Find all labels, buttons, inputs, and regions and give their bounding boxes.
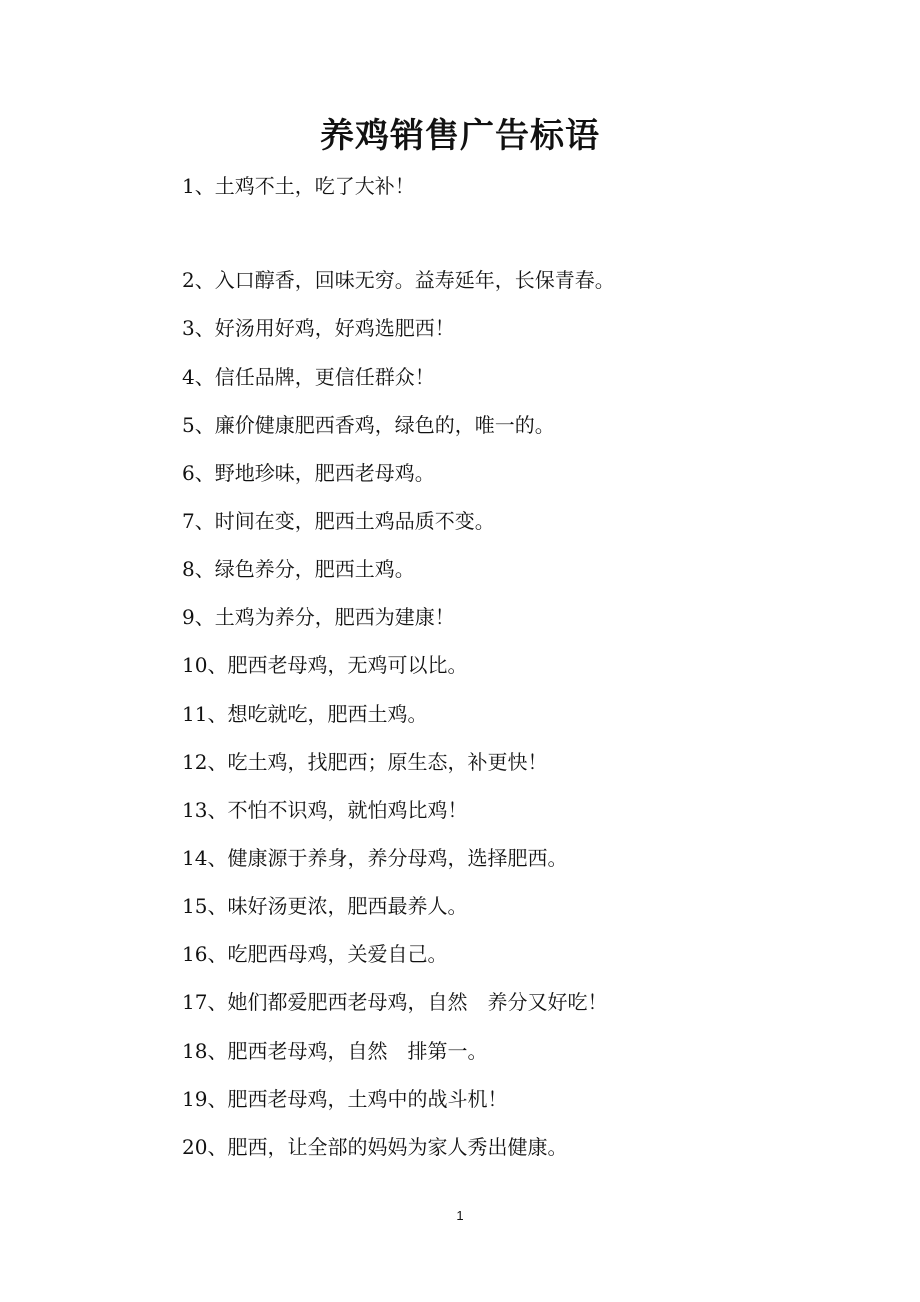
slogan-item-10: 10、肥西老母鸡，无鸡可以比。 [182,653,468,677]
slogan-item-6: 6、野地珍味，肥西老母鸡。 [182,461,435,485]
slogan-item-20: 20、肥西，让全部的妈妈为家人秀出健康。 [182,1135,568,1159]
slogan-item-16: 16、吃肥西母鸡，关爱自己。 [182,942,448,966]
slogan-item-2: 2、入口醇香，回味无穷。益寿延年，长保青春。 [182,268,615,292]
slogan-item-8: 8、绿色养分，肥西土鸡。 [182,557,415,581]
slogan-item-1: 1、土鸡不土，吃了大补！ [182,174,415,198]
slogan-item-3: 3、好汤用好鸡，好鸡选肥西！ [182,316,455,340]
slogan-item-17: 17、她们都爱肥西老母鸡，自然 养分又好吃！ [182,990,608,1014]
slogan-item-11: 11、想吃就吃，肥西土鸡。 [182,702,428,726]
slogan-item-5: 5、廉价健康肥西香鸡，绿色的，唯一的。 [182,413,555,437]
slogan-item-13: 13、不怕不识鸡，就怕鸡比鸡！ [182,798,468,822]
page-title: 养鸡销售广告标语 [320,116,600,156]
page-number: 1 [456,1208,464,1223]
slogan-item-12: 12、吃土鸡，找肥西；原生态，补更快！ [182,750,548,774]
slogan-item-9: 9、土鸡为养分，肥西为建康！ [182,605,455,629]
slogan-item-4: 4、信任品牌，更信任群众！ [182,365,435,389]
slogan-item-7: 7、时间在变，肥西土鸡品质不变。 [182,509,495,533]
slogan-item-15: 15、味好汤更浓，肥西最养人。 [182,894,468,918]
slogan-item-14: 14、健康源于养身，养分母鸡，选择肥西。 [182,846,568,870]
slogan-item-18: 18、肥西老母鸡，自然 排第一。 [182,1039,488,1063]
slogan-item-19: 19、肥西老母鸡，土鸡中的战斗机！ [182,1087,508,1111]
